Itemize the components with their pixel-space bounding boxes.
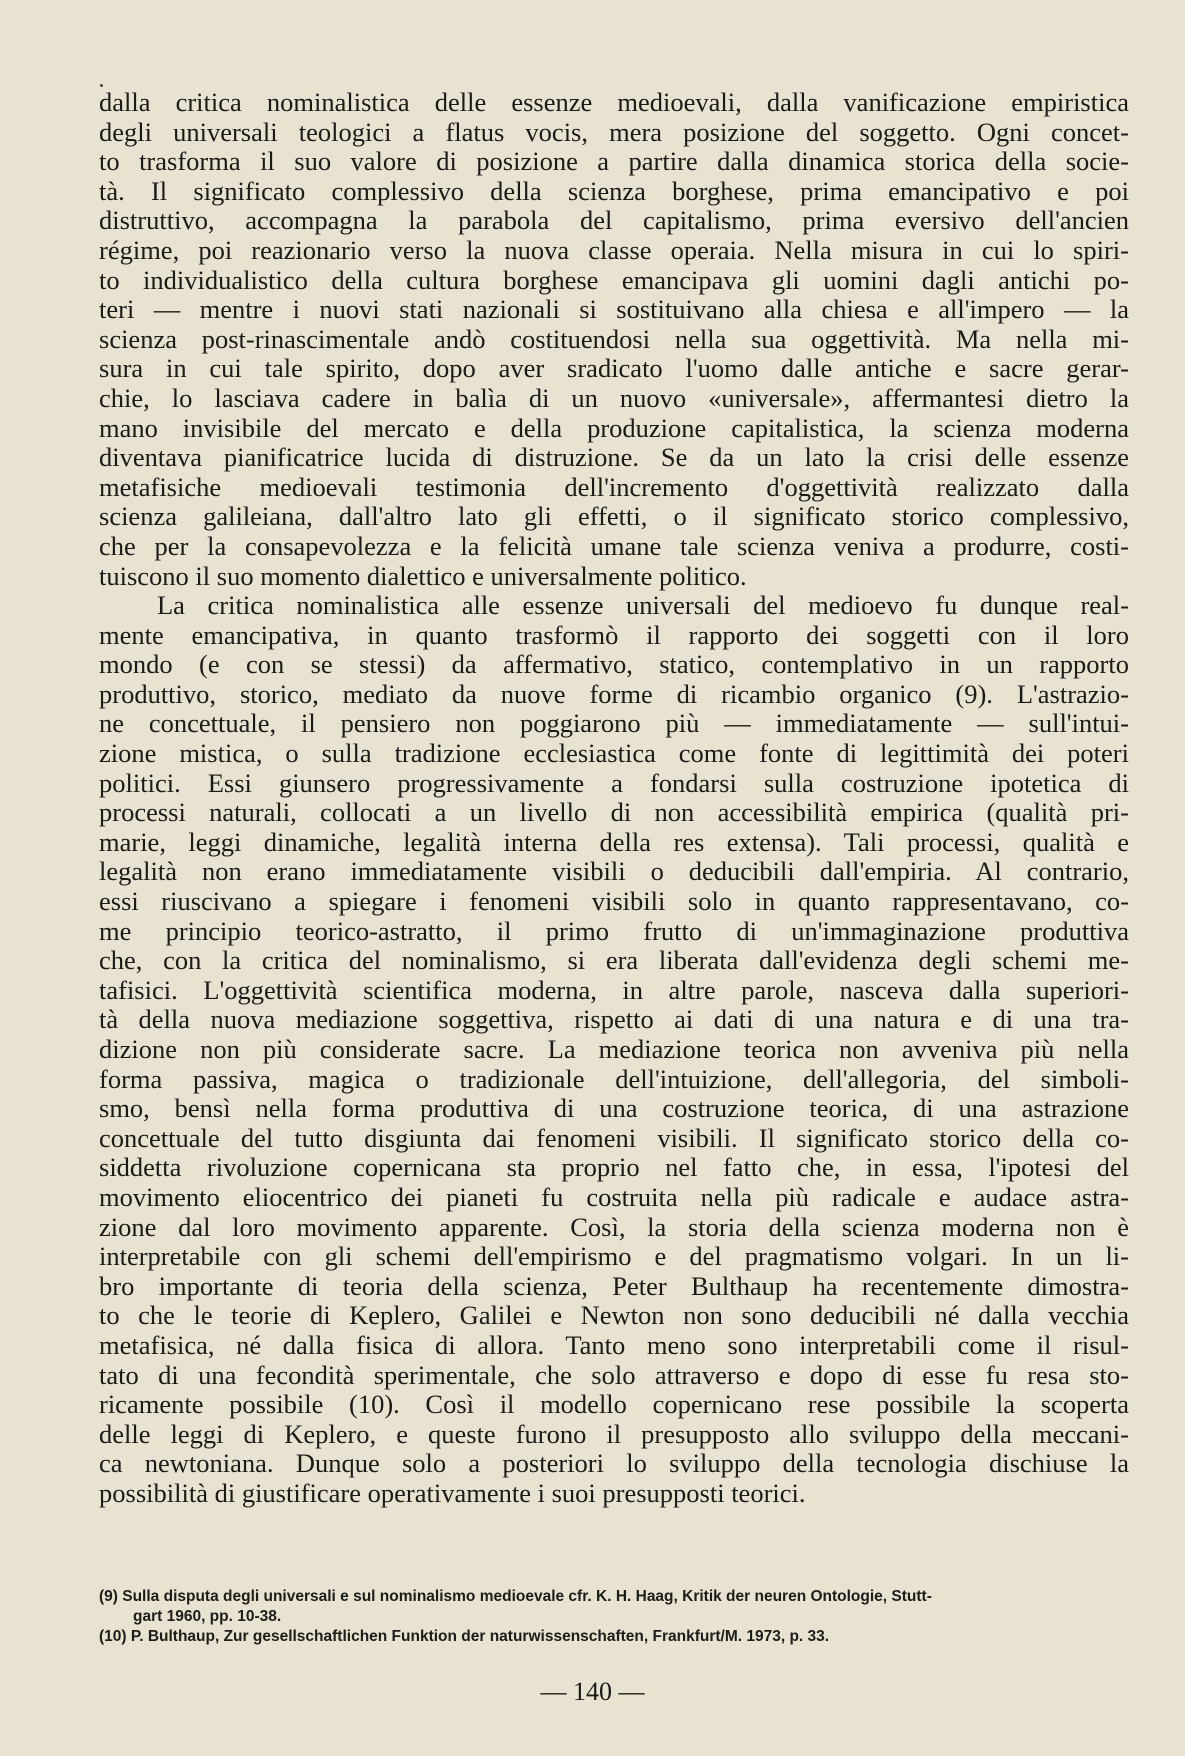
- text-line: processi naturali, collocati a un livello di non accessibilità empirica (qualità pri-: [99, 797, 1129, 828]
- text-line: me principio teorico-astratto, il primo frutto di un'immaginazione produttiva: [99, 915, 1129, 946]
- text-line: to trasforma il suo valore di posizione a partire dalla dinamica storica della socie-: [99, 146, 1129, 177]
- footnote-9-continued: gart 1960, pp. 10-38.: [133, 1608, 282, 1625]
- page-number: — 140 —: [540, 1677, 645, 1706]
- text-line: tuiscono il suo momento dialettico e universalmente politico.: [99, 560, 747, 591]
- footnotes: [99, 1587, 1129, 1647]
- text-line: forma passiva, magica o tradizionale dell'intuizione, dell'allegoria, del simboli-: [99, 1063, 1129, 1094]
- text-line: bro importante di teoria della scienza, Peter Bulthaup ha recentemente dimostra-: [99, 1270, 1129, 1301]
- text-line: to individualistico della cultura borghese emancipava gli uomini dagli antichi po-: [99, 264, 1129, 295]
- text-line: concettuale del tutto disgiunta dai fenomeni visibili. Il significato storico della co-: [99, 1122, 1129, 1153]
- text-line: ricamente possibile (10). Così il modello copernicano rese possibile la scoperta: [99, 1389, 1129, 1420]
- text-line: legalità non erano immediatamente visibili o deducibili dall'empiria. Al contrario,: [99, 856, 1129, 887]
- text-line: che per la consapevolezza e la felicità umane tale scienza veniva a produrre, costi-: [99, 530, 1129, 561]
- text-line: metafisiche medioevali testimonia dell'incremento d'oggettività realizzato dalla: [99, 471, 1129, 502]
- text-line: régime, poi reazionario verso la nuova classe operaia. Nella misura in cui lo spiri-: [99, 234, 1129, 265]
- text-line: possibilità di giustificare operativamente i suoi presupposti teorici.: [99, 1477, 806, 1508]
- text-line: La critica nominalistica alle essenze universali del medioevo fu dunque real-: [157, 590, 1129, 621]
- text-line: distruttivo, accompagna la parabola del capitalismo, prima eversivo dell'ancien: [99, 205, 1129, 236]
- text-line: zione dal loro movimento apparente. Così, la storia della scienza moderna non è: [99, 1211, 1129, 1242]
- text-line: dalla critica nominalistica delle essenze medioevali, dalla vanificazione empiristica: [99, 87, 1129, 117]
- text-line: tafisici. L'oggettività scientifica moderna, in altre parole, nasceva dalla superiori-: [99, 974, 1129, 1005]
- text-line: smo, bensì nella forma produttiva di una costruzione teorica, di una astrazione: [99, 1093, 1129, 1124]
- text-line: marie, leggi dinamiche, legalità interna della res extensa). Tali processi, qualità e: [99, 826, 1129, 857]
- text-line: politici. Essi giunsero progressivamente a fondarsi sulla costruzione ipotetica di: [99, 767, 1129, 798]
- text-line: to che le teorie di Keplero, Galilei e Newton non sono deducibili né dalla vecchia: [99, 1300, 1129, 1331]
- text-line: mondo (e con se stessi) da affermativo, statico, contemplativo in un rapporto: [99, 649, 1129, 680]
- text-line: tato di una fecondità sperimentale, che solo attraverso e dopo di esse fu resa sto-: [99, 1359, 1129, 1390]
- text-line: che, con la critica del nominalismo, si era liberata dall'evidenza degli schemi me-: [99, 945, 1129, 976]
- text-line: dizione non più considerate sacre. La mediazione teorica non avveniva più nella: [99, 1034, 1129, 1064]
- text-line: delle leggi di Keplero, e queste furono il presupposto allo sviluppo della meccani-: [99, 1418, 1129, 1449]
- text-line: mano invisibile del mercato e della produzione capitalistica, la scienza moderna: [99, 412, 1129, 443]
- text-line: diventava pianificatrice lucida di distruzione. Se da un lato la crisi delle essenze: [99, 442, 1129, 473]
- text-line: ca newtoniana. Dunque solo a posteriori lo sviluppo della tecnologia dischiuse la: [99, 1448, 1129, 1479]
- text-line: essi riuscivano a spiegare i fenomeni visibili solo in quanto rappresentavano, co-: [99, 886, 1129, 917]
- text-line: interpretabile con gli schemi dell'empirismo e del pragmatismo volgari. In un li-: [99, 1241, 1129, 1272]
- text-line: movimento eliocentrico dei pianeti fu costruita nella più radicale e audace astra-: [99, 1181, 1129, 1212]
- body-text: [99, 88, 1129, 1509]
- text-line: tà della nuova mediazione soggettiva, rispetto ai dati di una natura e di una tra-: [99, 1004, 1129, 1035]
- text-line: sura in cui tale spirito, dopo aver sradicato l'uomo dalle antiche e sacre gerar-: [99, 353, 1129, 384]
- text-line: scienza post-rinascimentale andò costituendosi nella sua oggettività. Ma nella mi-: [99, 323, 1129, 354]
- text-line: degli universali teologici a flatus vocis, mera posizione del soggetto. Ogni concet-: [99, 116, 1129, 147]
- footnote-10: (10) P. Bulthaup, Zur gesellschaftlichen Funktion der naturwissenschaften, Frankfurt/M. 1973, p. 33.: [99, 1628, 830, 1645]
- text-line: zione mistica, o sulla tradizione ecclesiastica come fonte di legittimità dei poteri: [99, 738, 1129, 769]
- text-line: metafisica, né dalla fisica di allora. Tanto meno sono interpretabili come il risul-: [99, 1329, 1129, 1360]
- text-line: chie, lo lasciava cadere in balìa di un nuovo «universale», affermantesi dietro la: [99, 382, 1129, 413]
- text-line: mente emancipativa, in quanto trasformò il rapporto dei soggetti con il loro: [99, 619, 1129, 650]
- text-line: tà. Il significato complessivo della scienza borghese, prima emancipativo e poi: [99, 175, 1129, 206]
- text-line: produttivo, storico, mediato da nuove forme di ricambio organico (9). L'astrazio-: [99, 678, 1129, 709]
- text-line: siddetta rivoluzione copernicana sta proprio nel fatto che, in essa, l'ipotesi del: [99, 1152, 1129, 1183]
- text-line: ne concettuale, il pensiero non poggiarono più — immediatamente — sull'intui-: [99, 708, 1129, 739]
- text-line: teri — mentre i nuovi stati nazionali si sostituivano alla chiesa e all'impero — la: [99, 294, 1129, 325]
- footnote-9: (9) Sulla disputa degli universali e sul nominalismo medioevale cfr. K. H. Haag, Kritik der neuren Ontologie, Stutt-: [99, 1588, 932, 1605]
- text-line: scienza galileiana, dall'altro lato gli effetti, o il significato storico complessivo,: [99, 501, 1129, 532]
